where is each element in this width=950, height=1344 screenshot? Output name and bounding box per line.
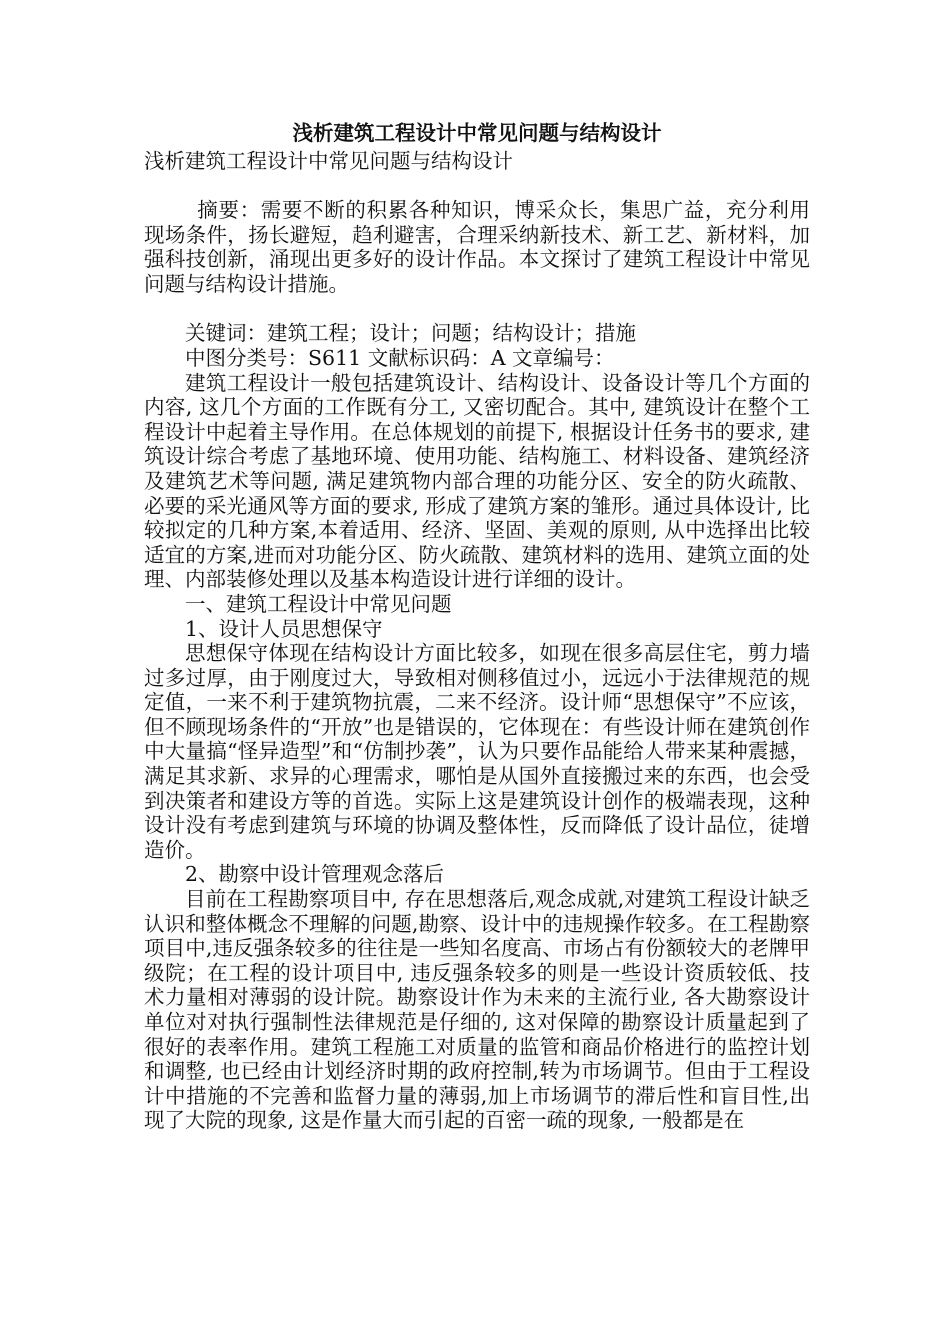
classification-line: 中图分类号：S611 文献标识码：A 文章编号： bbox=[185, 345, 615, 370]
section-heading-1: 一、建筑工程设计中常见问题 bbox=[185, 591, 452, 616]
subsection-heading-1: 1、设计人员思想保守 bbox=[185, 616, 383, 641]
keywords-line: 关键词：建筑工程；设计；问题；结构设计；措施 bbox=[185, 321, 636, 346]
document-subtitle: 浅析建筑工程设计中常见问题与结构设计 bbox=[144, 149, 513, 173]
spacer bbox=[144, 174, 810, 198]
subsection-2-paragraph: 目前在工程勘察项目中, 存在思想落后,观念成就,对建筑工程设计缺乏认识和整体概念不理解的问题,勘察、设计中的违规操作较多。在工程勘察项目中,违反强条较多的往往是一些知名度高、市场占有份额较大的老牌甲级院；在工程的设计项目中, 违反强条较多的则是一些设计资质较低、技术力量相对薄弱的设计院。勘察设计作为未来的主流行业, 各大勘察设计单位对对执行强制性法律规范是仔细的, 这对保障的勘察设计质量起到了很好的表率作用。建筑工程施工对质量的监管和商品价格进行的监控计划和调整, 也已经由计划经济时期的政府控制,转为市场调节。但由于工程设计中措施的不完善和监督力量的薄弱,加上市场调节的滞后性和盲目性,出现了大院的现象, 这是作量大而引起的百密一疏的现象, 一般都是在 bbox=[144, 887, 810, 1133]
subsection-heading-2: 2、勘察中设计管理观念落后 bbox=[185, 862, 445, 887]
abstract-paragraph: 摘要：需要不断的积累各种知识，博采众长，集思广益，充分利用现场条件，扬长避短，趋利避害，合理采纳新技术、新工艺、新材料，加强科技创新，涌现出更多好的设计作品。本文探讨了建筑工程设计中常见问题与结构设计措施。 bbox=[144, 198, 810, 296]
document-title: 浅析建筑工程设计中常见问题与结构设计 bbox=[292, 121, 662, 145]
subsection-1-paragraph: 思想保守体现在结构设计方面比较多，如现在很多高层住宅，剪力墙过多过厚，由于刚度过大，导致相对侧移值过小，远远小于法律规范的规定值，一来不利于建筑物抗震，二来不经济。设计师“思想保守”不应该，但不顾现场条件的“开放”也是错误的，它体现在：有些设计师在建筑创作中大量搞“怪异造型”和“仿制抄袭”，认为只要作品能给人带来某种震撼，满足其求新、求异的心理需求，哪怕是从国外直接搬过来的东西，也会受到决策者和建设方等的首选。实际上这是建筑设计创作的极端表现，这种设计没有考虑到建筑与环境的协调及整体性，反而降低了设计品位，徒增造价。 bbox=[144, 641, 810, 862]
intro-paragraph: 建筑工程设计一般包括建筑设计、结构设计、设备设计等几个方面的内容, 这几个方面的工作既有分工, 又密切配合。其中, 建筑设计在整个工程设计中起着主导作用。在总体规划的前提下, 根据设计任务书的要求, 建筑设计综合考虑了基地环境、使用功能、结构施工、材料设备、建筑经济及建筑艺术等问题, 满足建筑物内部合理的功能分区、安全的防火疏散、必要的采光通风等方面的要求, 形成了建筑方案的雏形。通过具体设计, 比较拟定的几种方案,本着适用、经济、坚固、美观的原则, 从中选择出比较适宜的方案,进而对功能分区、防火疏散、建筑材料的选用、建筑立面的处理、内部装修处理以及基本构造设计进行详细的设计。 bbox=[144, 370, 810, 592]
spacer bbox=[144, 296, 810, 321]
